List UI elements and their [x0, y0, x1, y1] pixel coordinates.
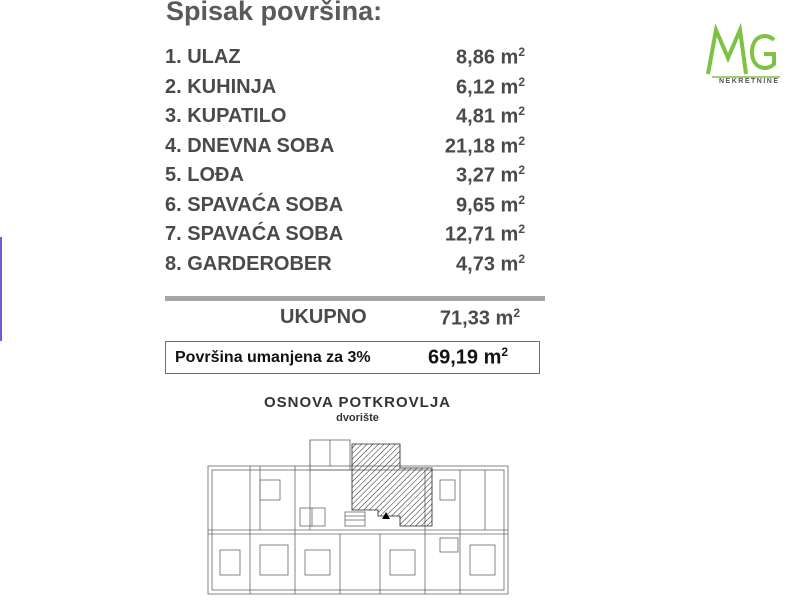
logo-text: NEKRETNINE — [719, 78, 780, 85]
total-divider — [165, 296, 545, 301]
room-area: 12,71 $m^2$ — [444, 222, 525, 247]
room-row — [165, 73, 525, 103]
plan-subtitle: dvorište — [336, 412, 379, 424]
room-row — [165, 191, 525, 221]
room-row — [165, 43, 525, 73]
room-area: 8,86 $m^2$ — [456, 45, 525, 70]
room-area: 4,81 $m^2$ — [456, 104, 525, 129]
reduced-area-value: 69,19 $m^2$ — [428, 345, 509, 369]
room-row — [165, 132, 525, 162]
room-row — [165, 220, 525, 250]
room-area: 6,12 $m^2$ — [456, 74, 525, 99]
room-label: 5. LOĐA — [165, 164, 244, 187]
room-row — [165, 161, 525, 191]
room-area: 9,65 $m^2$ — [456, 192, 525, 217]
floor-plan — [200, 430, 515, 600]
total-value: 71,33 $m^2$ — [439, 306, 520, 330]
room-label: 3. KUPATILO — [165, 105, 287, 128]
room-row — [165, 102, 525, 132]
plan-title: OSNOVA POTKROVLJA — [263, 394, 452, 411]
room-list — [165, 43, 525, 279]
reduced-area-box — [165, 341, 540, 374]
reduced-area-label: Površina umanjena za 3% — [175, 348, 371, 366]
room-label: 8. GARDEROBER — [165, 252, 332, 275]
room-label: 7. SPAVAĆA SOBA — [165, 223, 344, 246]
room-row — [165, 250, 525, 280]
page-title: Spisak površina: — [166, 0, 383, 26]
room-area: 3,27 $m^2$ — [456, 163, 525, 188]
room-area: 21,18 $m^2$ — [444, 133, 525, 158]
room-label: 2. KUHINJA — [165, 75, 277, 98]
room-area: 4,73 $m^2$ — [456, 251, 525, 276]
room-label: 6. SPAVAĆA SOBA — [165, 193, 344, 216]
edge-marker — [0, 237, 2, 341]
room-label: 1. ULAZ — [165, 46, 241, 69]
total-label: UKUPNO — [280, 306, 367, 328]
room-label: 4. DNEVNA SOBA — [165, 134, 335, 157]
